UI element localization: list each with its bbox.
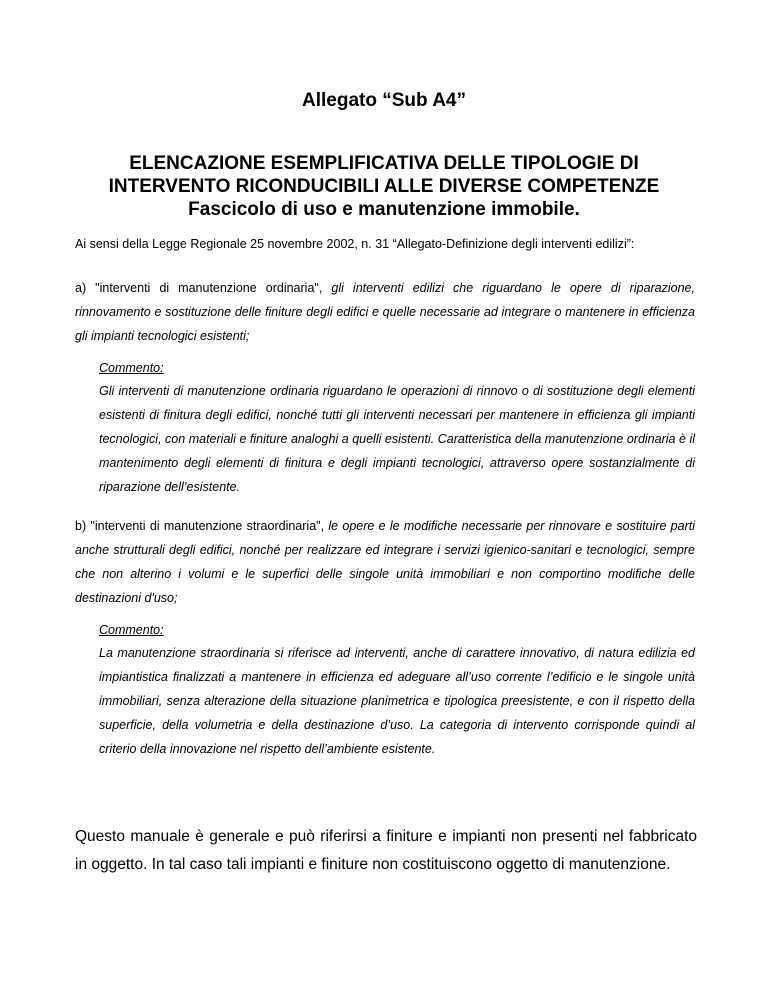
comment-text: Gli interventi di manutenzione ordinaria riguardano le operazioni di rinnovo o di sostituzione degli elementi esistenti di finitura degli edifici, nonché tutti gli interventi necessari per mantenere in efficienza gli impianti tecnologici, con materiali e finiture analoghi a quelli esistenti. Caratteristica della manutenzione ordinaria è il mantenimento degli elementi di finitura e degli impianti tecnologici, attraverso opere sostanzialmente di riparazione dell’esistente. xyxy=(99,384,695,494)
definition-term: b) "interventi di manutenzione straordinaria", xyxy=(75,519,325,533)
definition-term: a) "interventi di manutenzione ordinaria", xyxy=(75,281,323,295)
comment-extraordinary-maintenance xyxy=(99,619,695,761)
main-heading xyxy=(60,152,708,221)
attachment-title: Allegato “Sub A4” xyxy=(302,90,466,111)
definition-description: le opere e le modifiche necessarie per rinnovare e sostituire parti anche strutturali degli edifici, nonché per realizzare ed integrare i servizi igienico-sanitari e tecnologici, sempre che non alterino i volumi e le superfici delle singole unità immobiliari e non comportino modifiche delle destinazioni d'uso; xyxy=(75,519,695,605)
comment-ordinary-maintenance xyxy=(99,357,695,499)
heading-line-3: Fascicolo di uso e manutenzione immobile. xyxy=(188,199,580,220)
definition-ordinary-maintenance xyxy=(75,276,695,348)
intro-paragraph: Ai sensi della Legge Regionale 25 novembre 2002, n. 31 “Allegato-Definizione degli interventi edilizi”: xyxy=(75,237,635,251)
footer-note: Questo manuale è generale e può riferirsi a finiture e impianti non presenti nel fabbricato in oggetto. In tal caso tali impianti e finiture non costituiscono oggetto di manutenzione. xyxy=(75,828,697,873)
definition-description: gli interventi edilizi che riguardano le opere di riparazione, rinnovamento e sostituzione delle finiture degli edifici e quelle necessarie ad integrare o mantenere in efficienza gli impianti tecnologici esistenti; xyxy=(75,281,695,343)
heading-line-2: INTERVENTO RICONDUCIBILI ALLE DIVERSE COMPETENZE xyxy=(108,176,660,197)
definition-extraordinary-maintenance xyxy=(75,514,695,610)
heading-line-1: ELENCAZIONE ESEMPLIFICATIVA DELLE TIPOLOGIE DI xyxy=(129,153,639,174)
comment-label: Commento: xyxy=(99,623,164,637)
comment-text: La manutenzione straordinaria si riferisce ad interventi, anche di carattere innovativo, di natura edilizia ed impiantistica finalizzati a mantenere in efficienza ed adeguare all’uso corrente l’edificio e le singole unità immobiliari, senza alterazione della situazione planimetrica e tipologica preesistente, e con il rispetto della superficie, della volumetria e della destinazione d’uso. La categoria di intervento corrisponde quindi al criterio della innovazione nel rispetto dell’ambiente esistente. xyxy=(99,646,695,756)
comment-label: Commento: xyxy=(99,361,164,375)
